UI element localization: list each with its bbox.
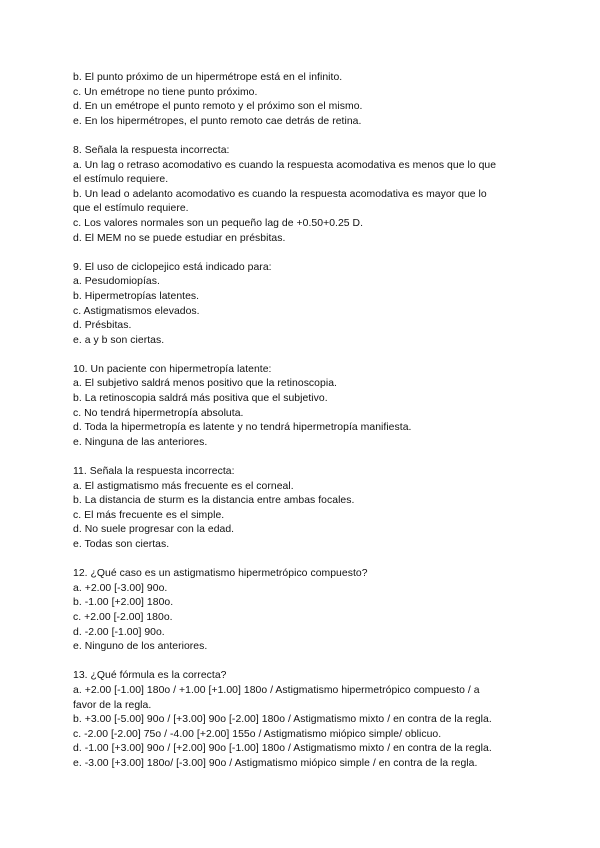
option-line: c. No tendrá hipermetropía absoluta. (73, 407, 244, 419)
question-title: 12. ¿Qué caso es un astigmatismo hipermetrópico compuesto? (73, 568, 368, 580)
option-line: a. +2.00 [-3.00] 90o. (73, 582, 168, 594)
question-title: 13. ¿Qué fórmula es la correcta? (73, 670, 227, 682)
option-line: b. +3.00 [-5.00] 90o / [+3.00] 90o [-2.00] 180o / Astigmatismo mixto / en contra de la regla. (73, 714, 492, 726)
option-line: que el estímulo requiere. (73, 203, 189, 215)
question-title: 8. Señala la respuesta incorrecta: (73, 144, 230, 156)
question-12 (73, 567, 540, 655)
option-line: a. El astigmatismo más frecuente es el corneal. (73, 480, 294, 492)
question-title: 9. El uso de ciclopejico está indicado para: (73, 261, 272, 273)
question-8 (73, 144, 540, 246)
option-line: a. Pesudomiopías. (73, 276, 160, 288)
option-line: d. Toda la hipermetropía es latente y no tendrá hipermetropía manifiesta. (73, 422, 412, 434)
option-line: b. Un lead o adelanto acomodativo es cuando la respuesta acomodativa es mayor que lo (73, 188, 487, 200)
option-line: c. +2.00 [-2.00] 180o. (73, 611, 173, 623)
option-line: e. Todas son ciertas. (73, 539, 170, 550)
option-line: b. El punto próximo de un hipermétrope está en el infinito. (73, 72, 343, 83)
option-line: d. -2.00 [-1.00] 90o. (73, 626, 165, 638)
option-line: a. +2.00 [-1.00] 180o / +1.00 [+1.00] 180o / Astigmatismo hipermetrópico compuesto / a (73, 684, 480, 696)
question-title: 11. Señala la respuesta incorrecta: (73, 466, 235, 478)
question-13 (73, 669, 540, 771)
option-line: d. No suele progresar con la edad. (73, 524, 235, 536)
option-line: b. La retinoscopia saldrá más positiva que el subjetivo. (73, 393, 328, 405)
option-line: e. Ninguno de los anteriores. (73, 641, 208, 653)
option-line: el estímulo requiere. (73, 174, 169, 186)
question-title: 10. Un paciente con hipermetropía latente: (73, 363, 272, 375)
option-line: b. -1.00 [+2.00] 180o. (73, 597, 174, 609)
option-line: favor de la regla. (73, 699, 152, 711)
option-line: d. Présbitas. (73, 320, 132, 332)
question-9 (73, 261, 540, 349)
option-line: b. La distancia de sturm es la distancia entre ambas focales. (73, 495, 355, 507)
option-line: c. Astigmatismos elevados. (73, 305, 200, 317)
option-line: d. En un emétrope el punto remoto y el próximo son el mismo. (73, 101, 363, 113)
question-11 (73, 465, 540, 553)
option-line: b. Hipermetropías latentes. (73, 290, 200, 302)
option-line: d. El MEM no se puede estudiar en présbitas. (73, 232, 286, 244)
option-line: c. Los valores normales son un pequeño lag de +0.50+0.25 D. (73, 217, 364, 229)
option-line: e. En los hipermétropes, el punto remoto cae detrás de retina. (73, 115, 362, 127)
option-line: c. -2.00 [-2.00] 75o / -4.00 [+2.00] 155o / Astigmatismo miópico simple/ oblicuo. (73, 728, 442, 740)
option-line: d. -1.00 [+3.00] 90o / [+2.00] 90o [-1.00] 180o / Astigmatismo mixto / en contra de la regla. (73, 743, 492, 755)
intro-options (73, 71, 540, 129)
option-line: e. a y b son ciertas. (73, 334, 165, 346)
option-line: a. El subjetivo saldrá menos positivo que la retinoscopia. (73, 378, 337, 390)
question-10 (73, 363, 540, 451)
option-line: e. Ninguna de las anteriores. (73, 436, 208, 448)
option-line: c. Un emétrope no tiene punto próximo. (73, 86, 258, 98)
option-line: c. El más frecuente es el simple. (73, 509, 225, 521)
option-line: a. Un lag o retraso acomodativo es cuando la respuesta acomodativa es menos que lo que (73, 159, 497, 171)
option-line: e. -3.00 [+3.00] 180o/ [-3.00] 90o / Astigmatismo miópico simple / en contra de la regla. (73, 757, 478, 769)
